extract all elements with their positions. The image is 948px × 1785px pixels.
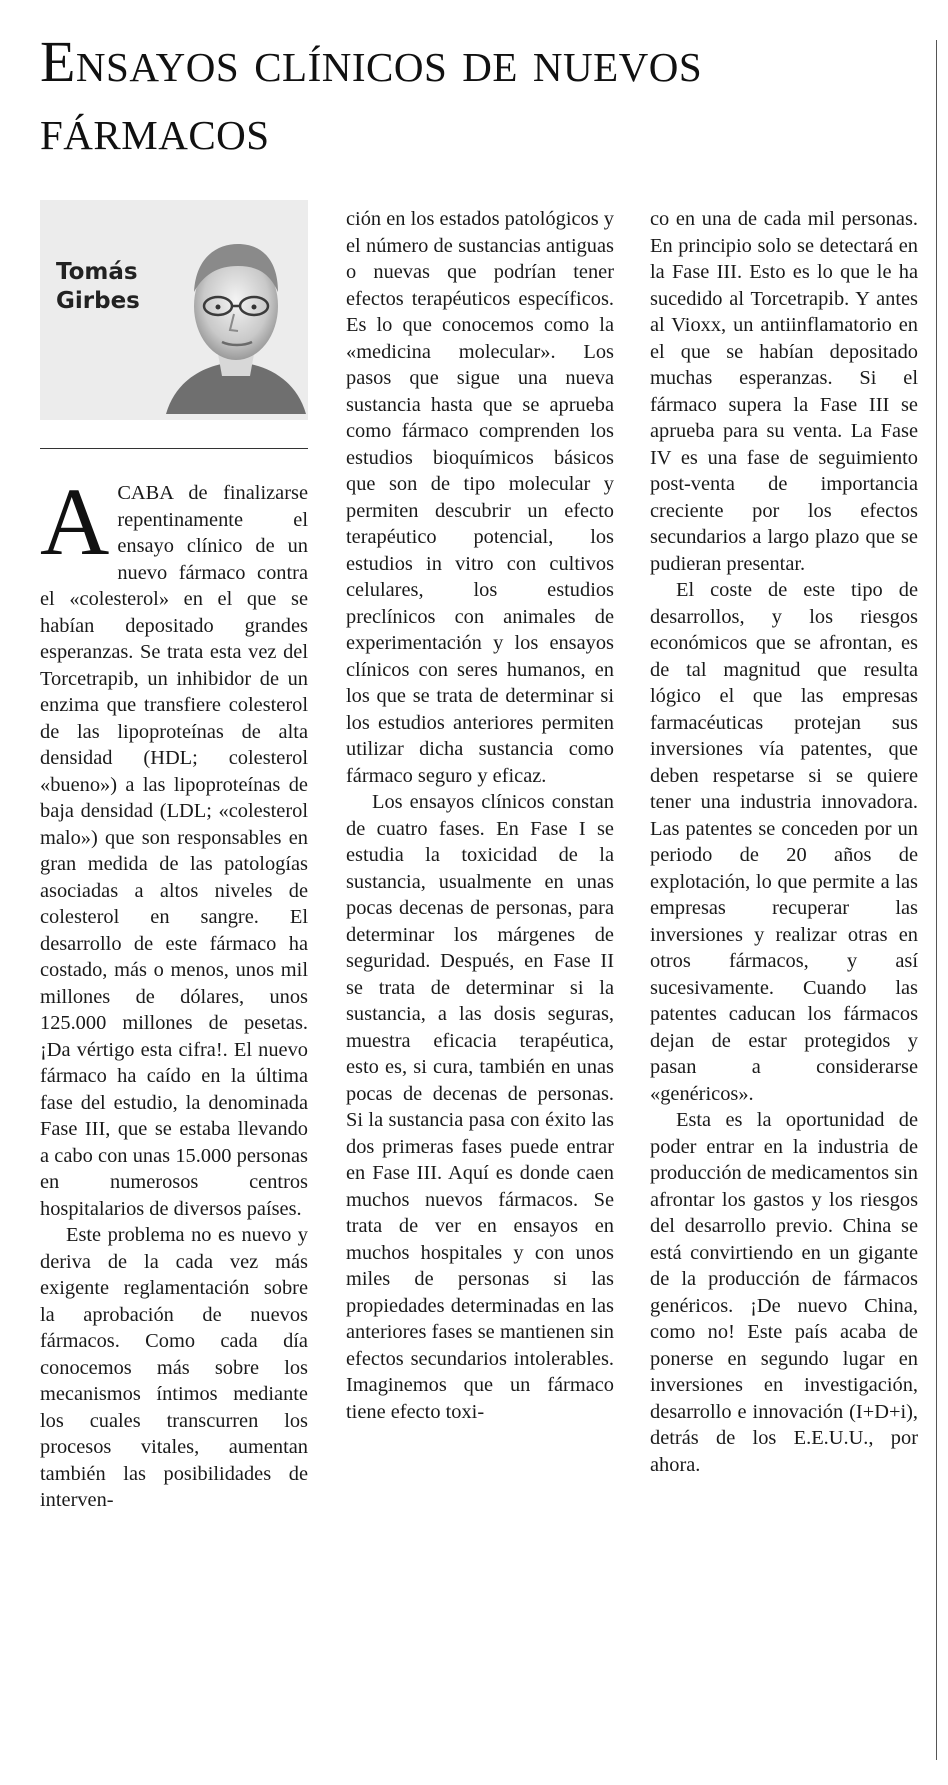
paragraph-5: Esta es la oportunidad de poder entrar en la industria de producción de medicamentos sin afrontar los gastos y los riesgos del desarrollo previo. China se está convirtiendo en un gigante de la producción de fármacos genéricos. ¡De nuevo China, como no! Este país acaba de ponerse en segundo lugar en inversiones en investigación, desarrollo e innovación (I+D+i), detrás de los E.E.U.U., por ahora. bbox=[650, 1109, 918, 1476]
article-headline: Ensayos clínicos de nuevos fármacos bbox=[40, 29, 703, 162]
paragraph-2-continued: ción en los estados patológicos y el número de sustancias antiguas o nuevas que podrían tener efectos terapéuticos específicos. Es lo que conocemos como la «medicina molecular». Los pasos que sigue una nueva sustancia hasta que se aprueba como fármaco comprenden los estudios bioquímicos básicos que son de tipo molecular y permiten descubrir un efecto terapéutico potencial, los estudios in vitro con cultivos celulares, los estudios preclínicos con animales de experimentación y los ensayos clínicos con seres humanos, en los que se trata de determinar si los estudios anteriores permiten utilizar dicha sustancia como fármaco seguro y eficaz. bbox=[346, 208, 614, 787]
paragraph-3-continued: co en una de cada mil personas. En principio solo se detectará en la Fase III. Esto es lo que le ha sucedido al Torcetrapib. Y antes al Vioxx, un antiinflamatorio en el que se habían depositado muchas esperanzas. Si el fármaco supera la Fase III se aprueba para su venta. La Fase IV es una fase de seguimiento post-venta de importancia creciente por los efectos secundarios a largo plazo que se pudieran presentar. bbox=[650, 208, 918, 575]
page-edge-rule bbox=[936, 40, 937, 1760]
author-name bbox=[56, 258, 140, 316]
article-column-2 bbox=[346, 206, 614, 1425]
paragraph-2: Este problema no es nuevo y deriva de la cada vez más exigente reglamentación sobre la aprobación de nuevos fármacos. Como cada día conocemos más sobre los mecanismos íntimos mediante los cuales transcurren los procesos vitales, aumentan también las posibilidades de interven- bbox=[40, 1224, 308, 1511]
paragraph-3: Los ensayos clínicos constan de cuatro fases. En Fase I se estudia la toxicidad de la sustancia, usualmente en unas pocas decenas de personas, para determinar los márgenes de seguridad. Después, en Fase II se trata de determinar si la sustancia, a las dosis seguras, muestra eficacia terapéutica, esto es, si cura, también en unas pocas de decenas de personas. Si la sustancia pasa con éxito las dos primeras fases puede entrar en Fase III. Aquí es donde caen muchos nuevos fármacos. Se trata de ver en ensayos en muchos hospitales y con unos miles de personas si las propiedades determinadas en las anteriores fases se mantienen sin efectos secundarios intolerables. Imaginemos que un fármaco tiene efecto toxi- bbox=[346, 791, 614, 1423]
author-last-name: Girbes bbox=[56, 288, 140, 314]
paragraph-1 bbox=[40, 468, 308, 1222]
drop-cap: A bbox=[40, 468, 110, 575]
paragraph-4: El coste de este tipo de desarrollos, y los riesgos económicos que se afrontan, es de tal magnitud que resulta lógico el que las empresas farmacéuticas protejan sus inversiones vía patentes, que deben respetarse si se quiere tener una industria innovadora. Las patentes se conceden por un periodo de 20 años de explotación, lo que permite a las empresas recuperar las inversiones y realizar otras en otros fármacos, y así sucesivamente. Cuando las patentes caducan los fármacos dejan de estar protegidos y pasan a considerarse «genéricos». bbox=[650, 579, 918, 1105]
author-first-name: Tomás bbox=[56, 259, 138, 285]
article-column-3 bbox=[650, 206, 918, 1478]
paragraph-1-text: CABA de finalizarse repentinamente el ensayo clínico de un nuevo fármaco contra el «colesterol» en el que se habían depositado grandes esperanzas. Se trata esta vez del Torcetrapib, un inhibidor de un enzima que transfiere colesterol de las lipoproteínas de alta densidad (HDL; colesterol «bueno») a las lipoproteínas de baja densidad (LDL; «colesterol malo») que son responsables en gran medida de las patologías asociadas a altos niveles de colesterol en sangre. El desarrollo de este fármaco ha costado, más o menos, unos mil millones de dólares, unos 125.000 millones de pesetas. ¡Da vértigo esta cifra!. El nuevo fármaco ha caído en la última fase del estudio, la denominada Fase III, que se estaba llevando a cabo con unas 15.000 personas en numerosos centros hospitalarios de diversos países. bbox=[40, 482, 308, 1220]
author-photo bbox=[166, 214, 306, 414]
author-byline bbox=[40, 200, 308, 420]
byline-divider bbox=[40, 448, 308, 449]
article-column-1 bbox=[40, 468, 308, 1514]
